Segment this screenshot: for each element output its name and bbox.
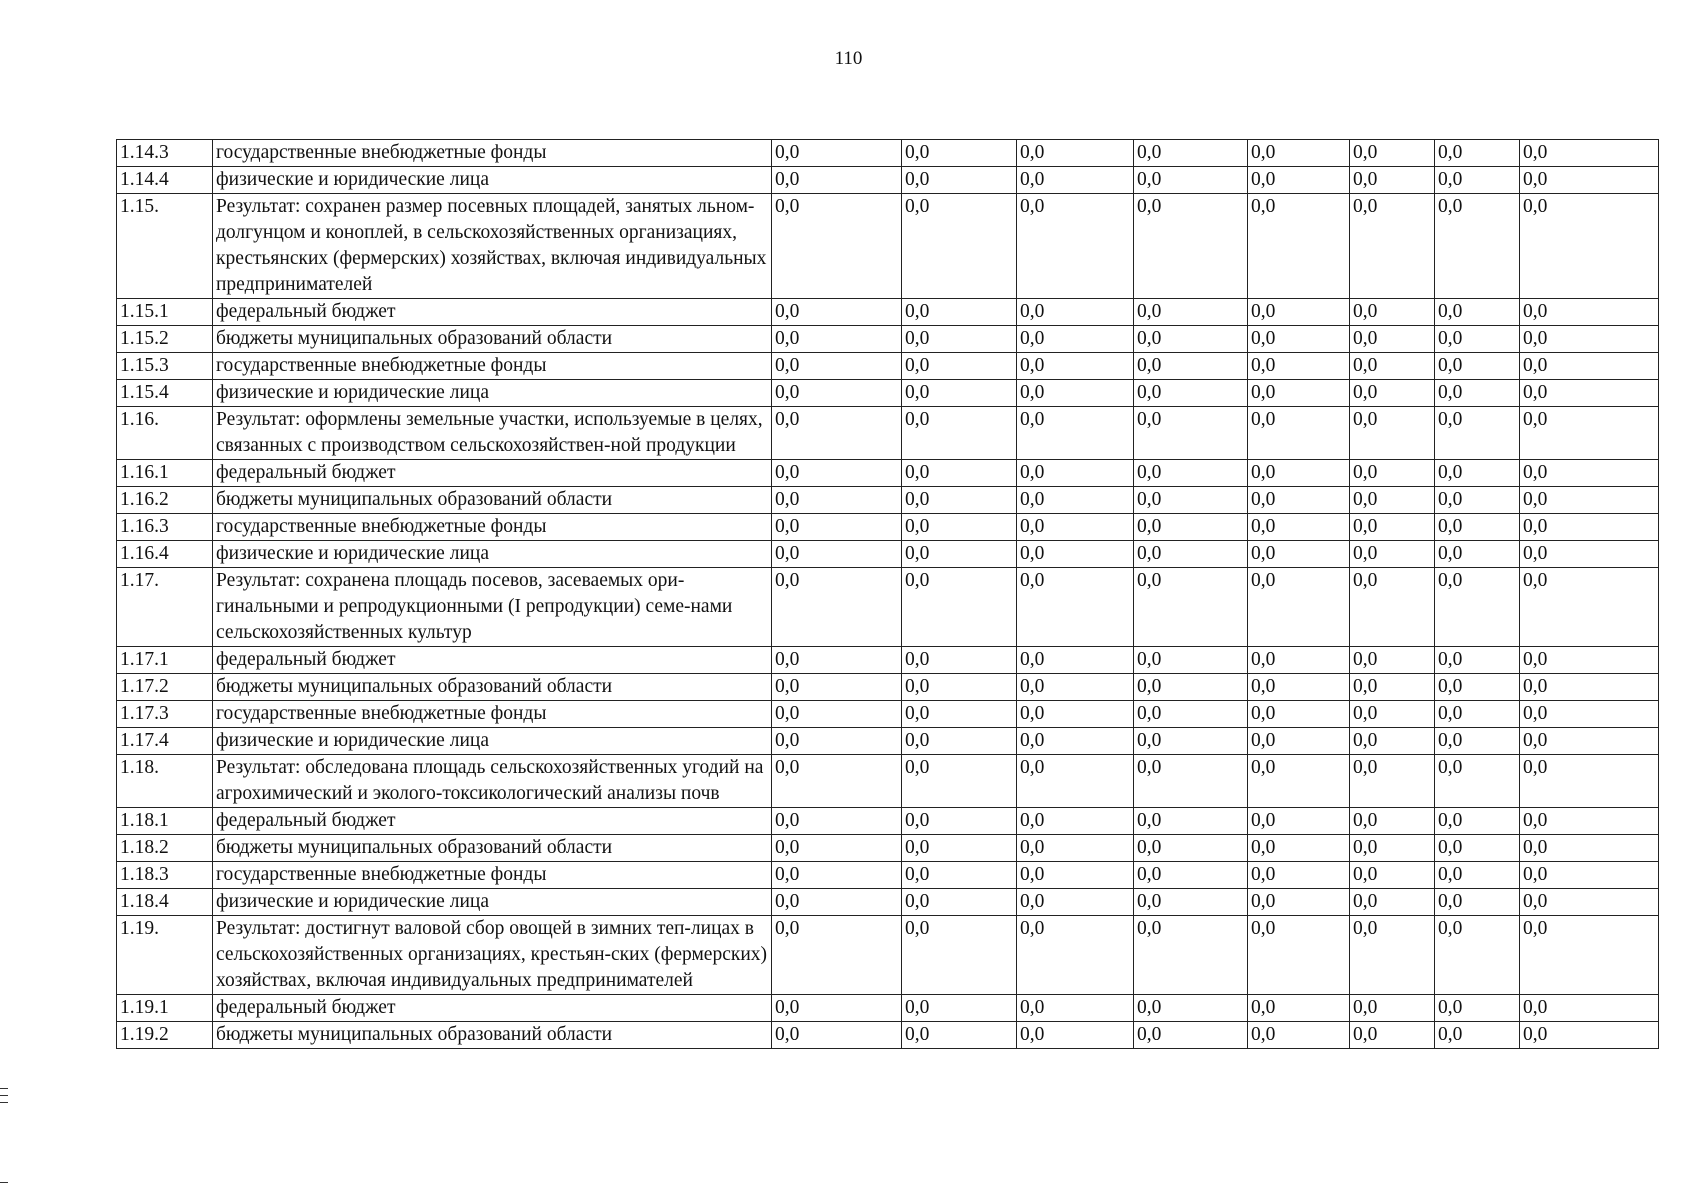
value-cell: 0,0 <box>902 916 1017 995</box>
value-cell: 0,0 <box>1435 541 1520 568</box>
value-cell: 0,0 <box>1520 889 1659 916</box>
table-row <box>117 353 1659 380</box>
table-row <box>117 835 1659 862</box>
value-cell: 0,0 <box>1520 808 1659 835</box>
table-row <box>117 674 1659 701</box>
value-cell: 0,0 <box>1248 755 1350 808</box>
value-cell: 0,0 <box>772 728 902 755</box>
margin-mark <box>0 1088 8 1089</box>
value-cell: 0,0 <box>902 701 1017 728</box>
value-cell: 0,0 <box>1435 380 1520 407</box>
value-cell: 0,0 <box>1017 701 1134 728</box>
value-cell: 0,0 <box>1435 995 1520 1022</box>
value-cell: 0,0 <box>1134 916 1248 995</box>
value-cell: 0,0 <box>1435 808 1520 835</box>
value-cell: 0,0 <box>1017 167 1134 194</box>
table-row <box>117 755 1659 808</box>
value-cell: 0,0 <box>1435 568 1520 647</box>
value-cell: 0,0 <box>1435 674 1520 701</box>
row-description: физические и юридические лица <box>213 380 772 407</box>
value-cell: 0,0 <box>772 889 902 916</box>
value-cell: 0,0 <box>1520 194 1659 299</box>
value-cell: 0,0 <box>1520 380 1659 407</box>
value-cell: 0,0 <box>1350 353 1435 380</box>
value-cell: 0,0 <box>1017 674 1134 701</box>
row-code: 1.18. <box>117 755 213 808</box>
value-cell: 0,0 <box>1017 889 1134 916</box>
margin-mark <box>0 1182 8 1183</box>
row-description: бюджеты муниципальных образований области <box>213 835 772 862</box>
value-cell: 0,0 <box>772 701 902 728</box>
value-cell: 0,0 <box>1520 1022 1659 1049</box>
value-cell: 0,0 <box>1520 140 1659 167</box>
value-cell: 0,0 <box>1350 755 1435 808</box>
value-cell: 0,0 <box>1435 353 1520 380</box>
value-cell: 0,0 <box>1134 353 1248 380</box>
value-cell: 0,0 <box>1435 407 1520 460</box>
value-cell: 0,0 <box>1134 514 1248 541</box>
value-cell: 0,0 <box>1520 353 1659 380</box>
value-cell: 0,0 <box>902 140 1017 167</box>
value-cell: 0,0 <box>1350 514 1435 541</box>
value-cell: 0,0 <box>772 514 902 541</box>
value-cell: 0,0 <box>1248 167 1350 194</box>
value-cell: 0,0 <box>1435 835 1520 862</box>
row-code: 1.17. <box>117 568 213 647</box>
value-cell: 0,0 <box>902 407 1017 460</box>
value-cell: 0,0 <box>1017 487 1134 514</box>
value-cell: 0,0 <box>1350 995 1435 1022</box>
row-code: 1.14.4 <box>117 167 213 194</box>
value-cell: 0,0 <box>1248 194 1350 299</box>
value-cell: 0,0 <box>1134 541 1248 568</box>
value-cell: 0,0 <box>1248 568 1350 647</box>
row-code: 1.16.4 <box>117 541 213 568</box>
value-cell: 0,0 <box>1017 514 1134 541</box>
value-cell: 0,0 <box>902 194 1017 299</box>
value-cell: 0,0 <box>1520 701 1659 728</box>
row-code: 1.17.4 <box>117 728 213 755</box>
value-cell: 0,0 <box>1134 995 1248 1022</box>
row-description: бюджеты муниципальных образований области <box>213 326 772 353</box>
value-cell: 0,0 <box>1134 728 1248 755</box>
table-row <box>117 407 1659 460</box>
value-cell: 0,0 <box>1248 514 1350 541</box>
value-cell: 0,0 <box>1248 889 1350 916</box>
value-cell: 0,0 <box>1017 1022 1134 1049</box>
value-cell: 0,0 <box>1435 1022 1520 1049</box>
row-code: 1.16.2 <box>117 487 213 514</box>
value-cell: 0,0 <box>1435 194 1520 299</box>
value-cell: 0,0 <box>772 326 902 353</box>
value-cell: 0,0 <box>902 380 1017 407</box>
value-cell: 0,0 <box>902 460 1017 487</box>
value-cell: 0,0 <box>1350 460 1435 487</box>
value-cell: 0,0 <box>902 326 1017 353</box>
value-cell: 0,0 <box>1134 647 1248 674</box>
table-row <box>117 647 1659 674</box>
value-cell: 0,0 <box>1134 674 1248 701</box>
value-cell: 0,0 <box>772 353 902 380</box>
value-cell: 0,0 <box>1435 487 1520 514</box>
value-cell: 0,0 <box>1017 299 1134 326</box>
value-cell: 0,0 <box>1134 194 1248 299</box>
row-code: 1.17.3 <box>117 701 213 728</box>
value-cell: 0,0 <box>1248 326 1350 353</box>
value-cell: 0,0 <box>1017 353 1134 380</box>
value-cell: 0,0 <box>1350 194 1435 299</box>
value-cell: 0,0 <box>1017 835 1134 862</box>
value-cell: 0,0 <box>1350 1022 1435 1049</box>
row-code: 1.18.2 <box>117 835 213 862</box>
margin-mark <box>0 1095 8 1096</box>
value-cell: 0,0 <box>1350 487 1435 514</box>
value-cell: 0,0 <box>1520 407 1659 460</box>
value-cell: 0,0 <box>1350 701 1435 728</box>
row-code: 1.18.4 <box>117 889 213 916</box>
value-cell: 0,0 <box>1134 835 1248 862</box>
row-code: 1.18.3 <box>117 862 213 889</box>
value-cell: 0,0 <box>1134 407 1248 460</box>
value-cell: 0,0 <box>1248 380 1350 407</box>
value-cell: 0,0 <box>1248 299 1350 326</box>
table-row <box>117 889 1659 916</box>
value-cell: 0,0 <box>1248 541 1350 568</box>
value-cell: 0,0 <box>1520 728 1659 755</box>
value-cell: 0,0 <box>1435 140 1520 167</box>
row-description: государственные внебюджетные фонды <box>213 140 772 167</box>
value-cell: 0,0 <box>772 808 902 835</box>
value-cell: 0,0 <box>1350 728 1435 755</box>
row-description: федеральный бюджет <box>213 299 772 326</box>
value-cell: 0,0 <box>1248 140 1350 167</box>
value-cell: 0,0 <box>1350 568 1435 647</box>
value-cell: 0,0 <box>1520 674 1659 701</box>
value-cell: 0,0 <box>1520 862 1659 889</box>
row-description: Результат: сохранен размер посевных площадей, занятых льном-долгунцом и коноплей, в сельскохозяйственных организациях, крестьянских (фермерских) хозяйствах, включая индивидуальных предпринимателей <box>213 194 772 299</box>
row-description: федеральный бюджет <box>213 808 772 835</box>
table-body <box>117 140 1659 1049</box>
value-cell: 0,0 <box>902 995 1017 1022</box>
table-row <box>117 514 1659 541</box>
value-cell: 0,0 <box>1134 487 1248 514</box>
value-cell: 0,0 <box>1248 835 1350 862</box>
row-code: 1.16. <box>117 407 213 460</box>
value-cell: 0,0 <box>1435 167 1520 194</box>
value-cell: 0,0 <box>1520 299 1659 326</box>
row-code: 1.19.2 <box>117 1022 213 1049</box>
value-cell: 0,0 <box>902 755 1017 808</box>
table-row <box>117 808 1659 835</box>
value-cell: 0,0 <box>1520 167 1659 194</box>
row-code: 1.19.1 <box>117 995 213 1022</box>
value-cell: 0,0 <box>1520 995 1659 1022</box>
value-cell: 0,0 <box>772 647 902 674</box>
value-cell: 0,0 <box>1435 889 1520 916</box>
value-cell: 0,0 <box>902 353 1017 380</box>
value-cell: 0,0 <box>772 460 902 487</box>
value-cell: 0,0 <box>1520 568 1659 647</box>
row-description: Результат: достигнут валовой сбор овощей в зимних теп-лицах в сельскохозяйственных организациях, крестьян-ских (фермерских) хозяйствах, включая индивидуальных предпринимателей <box>213 916 772 995</box>
row-code: 1.17.2 <box>117 674 213 701</box>
table-row <box>117 916 1659 995</box>
value-cell: 0,0 <box>772 674 902 701</box>
row-code: 1.15.4 <box>117 380 213 407</box>
value-cell: 0,0 <box>772 487 902 514</box>
table-row <box>117 728 1659 755</box>
value-cell: 0,0 <box>1350 862 1435 889</box>
row-code: 1.15. <box>117 194 213 299</box>
value-cell: 0,0 <box>1350 916 1435 995</box>
value-cell: 0,0 <box>1134 755 1248 808</box>
value-cell: 0,0 <box>902 674 1017 701</box>
value-cell: 0,0 <box>1520 487 1659 514</box>
row-code: 1.15.3 <box>117 353 213 380</box>
value-cell: 0,0 <box>1134 326 1248 353</box>
row-description: государственные внебюджетные фонды <box>213 353 772 380</box>
value-cell: 0,0 <box>902 835 1017 862</box>
margin-mark <box>0 1102 8 1103</box>
value-cell: 0,0 <box>1248 808 1350 835</box>
table-row <box>117 541 1659 568</box>
value-cell: 0,0 <box>1435 862 1520 889</box>
value-cell: 0,0 <box>902 514 1017 541</box>
value-cell: 0,0 <box>1435 299 1520 326</box>
table-row <box>117 140 1659 167</box>
value-cell: 0,0 <box>1248 728 1350 755</box>
value-cell: 0,0 <box>1248 647 1350 674</box>
value-cell: 0,0 <box>1017 916 1134 995</box>
value-cell: 0,0 <box>772 916 902 995</box>
value-cell: 0,0 <box>1350 889 1435 916</box>
value-cell: 0,0 <box>1350 808 1435 835</box>
value-cell: 0,0 <box>1350 541 1435 568</box>
table-row <box>117 167 1659 194</box>
value-cell: 0,0 <box>1134 1022 1248 1049</box>
row-code: 1.16.1 <box>117 460 213 487</box>
row-description: Результат: обследована площадь сельскохозяйственных угодий на агрохимический и эколого-токсикологический анализы почв <box>213 755 772 808</box>
value-cell: 0,0 <box>1134 568 1248 647</box>
value-cell: 0,0 <box>1017 862 1134 889</box>
value-cell: 0,0 <box>772 568 902 647</box>
value-cell: 0,0 <box>772 167 902 194</box>
row-code: 1.15.2 <box>117 326 213 353</box>
value-cell: 0,0 <box>1134 808 1248 835</box>
value-cell: 0,0 <box>1017 140 1134 167</box>
value-cell: 0,0 <box>1248 460 1350 487</box>
row-code: 1.17.1 <box>117 647 213 674</box>
value-cell: 0,0 <box>1520 541 1659 568</box>
value-cell: 0,0 <box>1134 889 1248 916</box>
value-cell: 0,0 <box>902 862 1017 889</box>
value-cell: 0,0 <box>902 167 1017 194</box>
row-description: бюджеты муниципальных образований области <box>213 487 772 514</box>
value-cell: 0,0 <box>1248 916 1350 995</box>
value-cell: 0,0 <box>1435 514 1520 541</box>
value-cell: 0,0 <box>1350 380 1435 407</box>
value-cell: 0,0 <box>1520 916 1659 995</box>
row-code: 1.14.3 <box>117 140 213 167</box>
value-cell: 0,0 <box>1520 514 1659 541</box>
row-description: Результат: сохранена площадь посевов, засеваемых ори-гинальными и репродукционными (I репродукции) семе-нами сельскохозяйственных культур <box>213 568 772 647</box>
value-cell: 0,0 <box>1520 835 1659 862</box>
row-description: бюджеты муниципальных образований области <box>213 1022 772 1049</box>
value-cell: 0,0 <box>1350 647 1435 674</box>
value-cell: 0,0 <box>1520 326 1659 353</box>
value-cell: 0,0 <box>1017 460 1134 487</box>
value-cell: 0,0 <box>1435 755 1520 808</box>
value-cell: 0,0 <box>1435 701 1520 728</box>
row-code: 1.15.1 <box>117 299 213 326</box>
value-cell: 0,0 <box>1134 380 1248 407</box>
value-cell: 0,0 <box>1134 701 1248 728</box>
value-cell: 0,0 <box>1350 140 1435 167</box>
value-cell: 0,0 <box>772 140 902 167</box>
value-cell: 0,0 <box>772 299 902 326</box>
value-cell: 0,0 <box>772 541 902 568</box>
value-cell: 0,0 <box>1435 916 1520 995</box>
value-cell: 0,0 <box>1248 487 1350 514</box>
value-cell: 0,0 <box>1017 194 1134 299</box>
value-cell: 0,0 <box>1248 1022 1350 1049</box>
value-cell: 0,0 <box>1134 862 1248 889</box>
row-description: бюджеты муниципальных образований области <box>213 674 772 701</box>
table-row <box>117 460 1659 487</box>
row-description: федеральный бюджет <box>213 460 772 487</box>
value-cell: 0,0 <box>1017 380 1134 407</box>
value-cell: 0,0 <box>1134 167 1248 194</box>
value-cell: 0,0 <box>1248 674 1350 701</box>
value-cell: 0,0 <box>902 808 1017 835</box>
value-cell: 0,0 <box>1017 995 1134 1022</box>
table-row <box>117 299 1659 326</box>
value-cell: 0,0 <box>1134 140 1248 167</box>
table-row <box>117 862 1659 889</box>
value-cell: 0,0 <box>1350 674 1435 701</box>
table-row <box>117 326 1659 353</box>
value-cell: 0,0 <box>1017 407 1134 460</box>
value-cell: 0,0 <box>1017 541 1134 568</box>
value-cell: 0,0 <box>772 755 902 808</box>
value-cell: 0,0 <box>1435 647 1520 674</box>
table-row <box>117 380 1659 407</box>
value-cell: 0,0 <box>1435 460 1520 487</box>
row-description: государственные внебюджетные фонды <box>213 701 772 728</box>
value-cell: 0,0 <box>1350 835 1435 862</box>
value-cell: 0,0 <box>1017 326 1134 353</box>
value-cell: 0,0 <box>1520 647 1659 674</box>
table-row <box>117 701 1659 728</box>
value-cell: 0,0 <box>772 380 902 407</box>
value-cell: 0,0 <box>1017 808 1134 835</box>
value-cell: 0,0 <box>902 889 1017 916</box>
row-description: физические и юридические лица <box>213 167 772 194</box>
row-code: 1.18.1 <box>117 808 213 835</box>
value-cell: 0,0 <box>1248 701 1350 728</box>
value-cell: 0,0 <box>1248 862 1350 889</box>
value-cell: 0,0 <box>772 407 902 460</box>
row-description: государственные внебюджетные фонды <box>213 514 772 541</box>
row-code: 1.19. <box>117 916 213 995</box>
value-cell: 0,0 <box>1134 299 1248 326</box>
row-description: государственные внебюджетные фонды <box>213 862 772 889</box>
value-cell: 0,0 <box>1134 460 1248 487</box>
value-cell: 0,0 <box>1017 755 1134 808</box>
row-description: Результат: оформлены земельные участки, используемые в целях, связанных с производством сельскохозяйствен-ной продукции <box>213 407 772 460</box>
value-cell: 0,0 <box>1520 755 1659 808</box>
value-cell: 0,0 <box>902 728 1017 755</box>
row-description: федеральный бюджет <box>213 647 772 674</box>
value-cell: 0,0 <box>1520 460 1659 487</box>
table-row <box>117 1022 1659 1049</box>
value-cell: 0,0 <box>1350 299 1435 326</box>
value-cell: 0,0 <box>902 299 1017 326</box>
table-row <box>117 568 1659 647</box>
value-cell: 0,0 <box>1248 407 1350 460</box>
value-cell: 0,0 <box>902 1022 1017 1049</box>
row-description: физические и юридические лица <box>213 728 772 755</box>
row-description: физические и юридические лица <box>213 541 772 568</box>
row-description: физические и юридические лица <box>213 889 772 916</box>
value-cell: 0,0 <box>772 194 902 299</box>
value-cell: 0,0 <box>772 1022 902 1049</box>
value-cell: 0,0 <box>902 647 1017 674</box>
value-cell: 0,0 <box>1350 167 1435 194</box>
value-cell: 0,0 <box>1017 568 1134 647</box>
table-row <box>117 487 1659 514</box>
table-row <box>117 194 1659 299</box>
value-cell: 0,0 <box>902 541 1017 568</box>
value-cell: 0,0 <box>1017 647 1134 674</box>
value-cell: 0,0 <box>1248 995 1350 1022</box>
value-cell: 0,0 <box>902 487 1017 514</box>
value-cell: 0,0 <box>902 568 1017 647</box>
budget-table <box>116 139 1659 1049</box>
value-cell: 0,0 <box>772 862 902 889</box>
table-row <box>117 995 1659 1022</box>
value-cell: 0,0 <box>1248 353 1350 380</box>
value-cell: 0,0 <box>1017 728 1134 755</box>
value-cell: 0,0 <box>1350 407 1435 460</box>
value-cell: 0,0 <box>1435 326 1520 353</box>
value-cell: 0,0 <box>772 835 902 862</box>
value-cell: 0,0 <box>1350 326 1435 353</box>
page-number: 110 <box>834 48 863 69</box>
row-code: 1.16.3 <box>117 514 213 541</box>
value-cell: 0,0 <box>1435 728 1520 755</box>
row-description: федеральный бюджет <box>213 995 772 1022</box>
value-cell: 0,0 <box>772 995 902 1022</box>
